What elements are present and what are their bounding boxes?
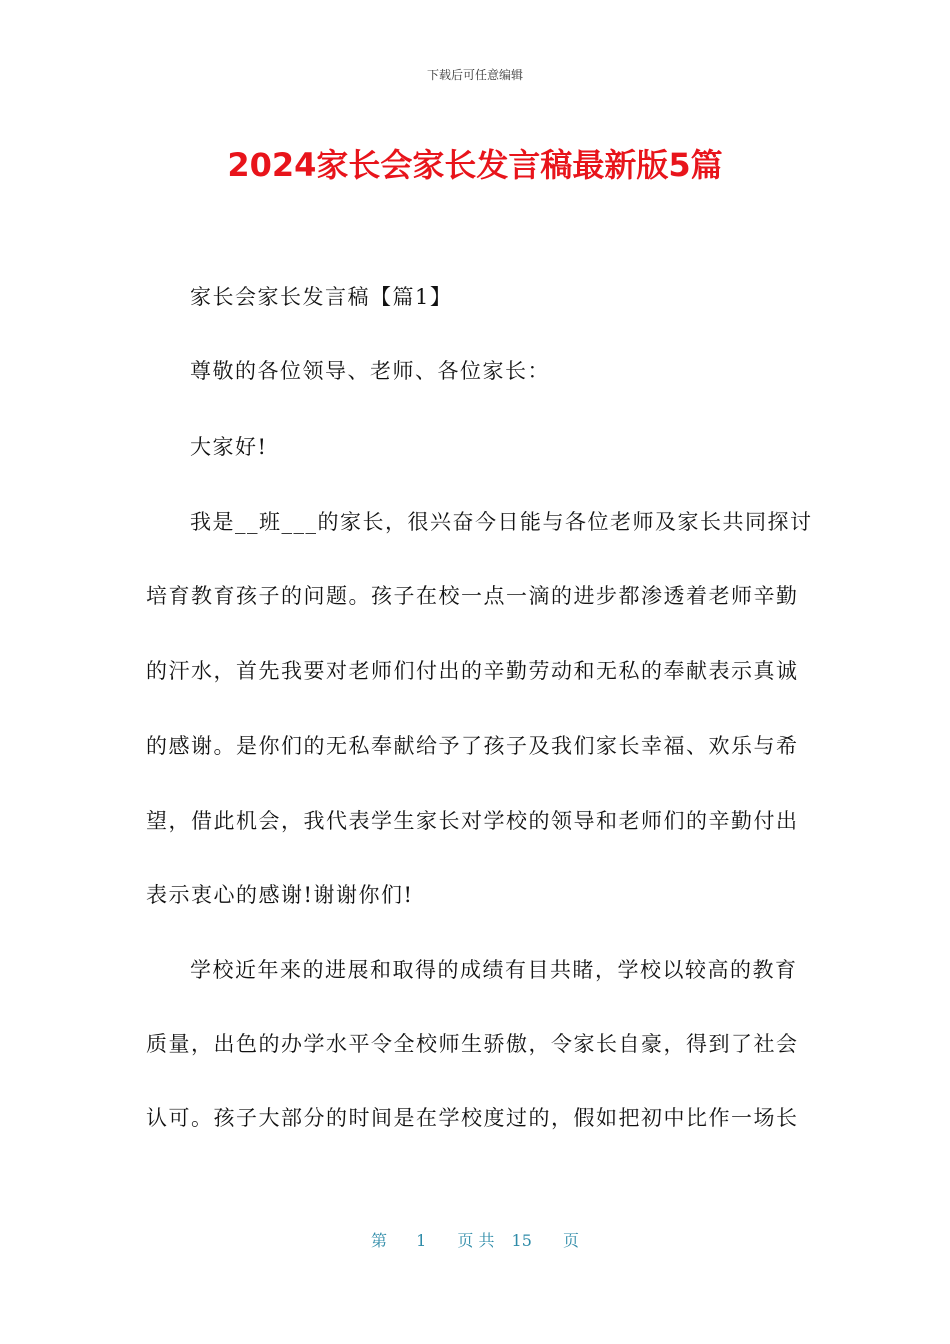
- section-heading: 家长会家长发言稿【篇1】: [190, 285, 453, 309]
- paragraph-line: 培育教育孩子的问题。孩子在校一点一滴的进步都渗透着老师辛勤: [146, 584, 799, 608]
- paragraph-line: 表示衷心的感谢!谢谢你们!: [146, 883, 414, 907]
- paragraph-line: 学校近年来的进展和取得的成绩有目共睹，学校以较高的教育: [190, 958, 798, 982]
- paragraph-line: 认可。孩子大部分的时间是在学校度过的，假如把初中比作一场长: [146, 1106, 799, 1130]
- total-pages-number: 15: [511, 1231, 532, 1250]
- greeting: 大家好!: [190, 435, 268, 459]
- current-page-number: 1: [416, 1231, 427, 1250]
- footer-suffix: 页: [563, 1231, 580, 1250]
- footer-prefix: 第: [370, 1231, 387, 1250]
- salutation: 尊敬的各位领导、老师、各位家长：: [190, 359, 550, 383]
- document-title: 2024家长会家长发言稿最新版5篇: [227, 146, 723, 184]
- paragraph-line: 我是__班___的家长，很兴奋今日能与各位老师及家长共同探讨: [190, 510, 813, 534]
- paragraph-line: 望，借此机会，我代表学生家长对学校的领导和老师们的辛勤付出: [146, 809, 799, 833]
- footer-middle: 页 共: [457, 1231, 495, 1250]
- paragraph-line: 的感谢。是你们的无私奉献给予了孩子及我们家长幸福、欢乐与希: [146, 734, 799, 758]
- paragraph-line: 质量，出色的办学水平令全校师生骄傲，令家长自豪，得到了社会: [146, 1032, 799, 1056]
- paragraph-line: 的汗水，首先我要对老师们付出的辛勤劳动和无私的奉献表示真诚: [146, 659, 799, 683]
- page-footer: [0, 1228, 950, 1251]
- header-note: 下载后可任意编辑: [426, 68, 523, 82]
